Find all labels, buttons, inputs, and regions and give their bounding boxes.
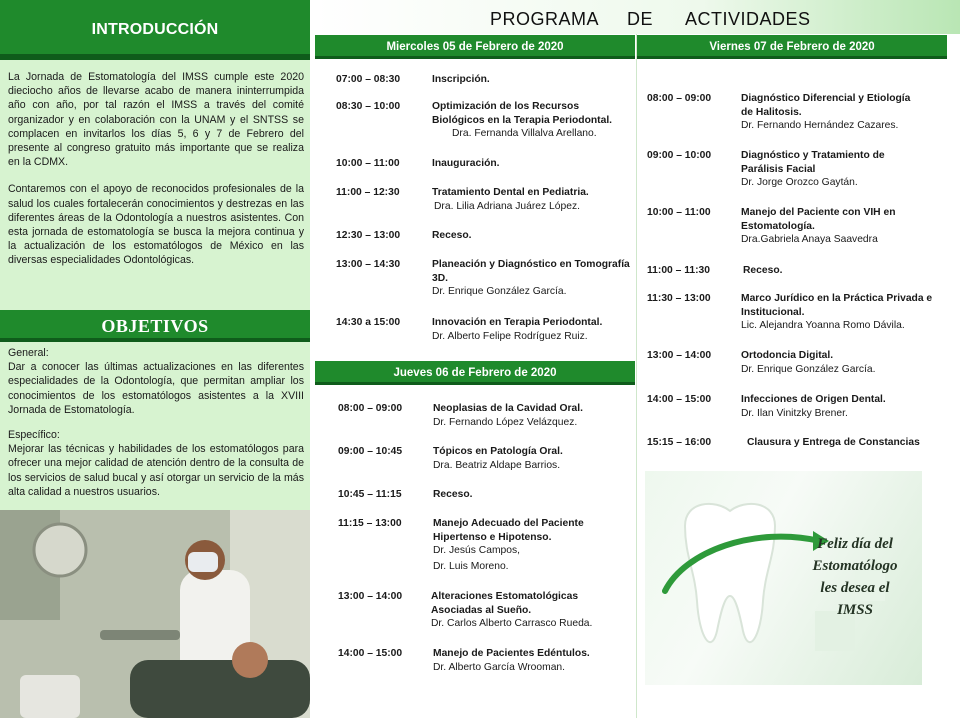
- event-time: 11:15 – 13:00: [338, 518, 402, 529]
- dentist-illustration: [0, 510, 310, 718]
- dentist-photo: [0, 510, 310, 718]
- header-underline: [637, 56, 947, 59]
- event-speaker: Dra. Beatriz Aldape Barrios.: [433, 459, 561, 471]
- header-underline: [315, 382, 635, 385]
- event-time: 08:00 – 09:00: [647, 93, 712, 104]
- thu-header: [315, 361, 635, 385]
- programa-word-3: ACTIVIDADES: [685, 9, 811, 29]
- fri-header-label: Viernes 07 de Febrero de 2020: [709, 41, 875, 53]
- event-time: 10:00 – 11:00: [336, 158, 400, 169]
- greeting-line-2: Estomatólogo: [812, 558, 898, 574]
- event-title: Neoplasias de la Cavidad Oral.: [433, 403, 583, 414]
- intro-header: [0, 0, 310, 60]
- event-title: Manejo Adecuado del Paciente Hipertenso e Hipotenso.: [433, 518, 584, 543]
- intro-paragraph-2: Contaremos con el apoyo de reconocidos profesionales de la salud los cuales fortalecerán conocimientos y destrezas en las diferentes áreas de la Odontología a nuestros asistentes. Con esta jornada de estomatología se busca la mejora continua y la actualización de los estomatólogos de México en las diversas especialidades Odontológicas.: [8, 183, 304, 267]
- event-title: Inscripción.: [432, 74, 490, 85]
- event-title: Planeación y Diagnóstico en Tomografía 3D.: [432, 259, 630, 284]
- event-title: Optimización de los Recursos Biológicos en la Terapia Periodontal.: [432, 101, 613, 126]
- event-time: 10:45 – 11:15: [338, 489, 402, 500]
- event-speaker: Lic. Alejandra Yoanna Romo Dávila.: [741, 320, 905, 332]
- event-speaker: Dr. Jesús Campos,: [433, 545, 520, 557]
- event-title: Marco Jurídico en la Práctica Privada e Institucional.: [741, 293, 933, 318]
- wed-header-label: Miercoles 05 de Febrero de 2020: [386, 41, 564, 53]
- objetivo-especifico: [8, 428, 304, 499]
- event-title: Diagnóstico Diferencial y Etiología de Halitosis.: [741, 93, 911, 118]
- event-speaker: Dr. Luis Moreno.: [433, 560, 509, 572]
- event-time: 09:00 – 10:45: [338, 446, 403, 457]
- event-title: Infecciones de Origen Dental.: [741, 394, 886, 405]
- event-time: 07:00 – 08:30: [336, 74, 401, 85]
- event-time: 13:00 – 14:00: [647, 350, 712, 361]
- intro-title: INTRODUCCIÓN: [91, 21, 219, 38]
- event-time: 10:00 – 11:00: [647, 207, 711, 218]
- event-title: Receso.: [743, 265, 783, 276]
- especifico-label: Específico:: [8, 429, 60, 442]
- event-title: Inauguración.: [432, 158, 500, 169]
- event-speaker: Dr. Fernando López Velázquez.: [433, 416, 578, 428]
- event-time: 13:00 – 14:00: [338, 591, 403, 602]
- event-speaker: Dr. Ilan Vinitzky Brener.: [741, 407, 848, 419]
- event-speaker: Dra.Gabriela Anaya Saavedra: [741, 234, 878, 246]
- event-speaker: Dr. Enrique González García.: [432, 286, 567, 298]
- event-title: Ortodoncia Digital.: [741, 350, 834, 361]
- event-title: Receso.: [432, 230, 472, 241]
- event-time: 11:00 – 12:30: [336, 187, 400, 198]
- programa-word-2: DE: [627, 9, 654, 29]
- objetivo-general: [8, 346, 304, 417]
- general-label: General:: [8, 347, 49, 359]
- header-underline: [0, 54, 310, 60]
- greeting-line-4: IMSS: [837, 602, 873, 618]
- greeting-line-1: Feliz día del: [817, 536, 893, 552]
- intro-body: [0, 60, 310, 268]
- greeting-card: [645, 471, 922, 685]
- event-time: 12:30 – 13:00: [336, 230, 401, 241]
- greeting-line-3: les desea el: [820, 580, 890, 596]
- event-time: 14:30 a 15:00: [336, 317, 401, 328]
- thu-header-label: Jueves 06 de Febrero de 2020: [393, 367, 557, 379]
- event-speaker: Dra. Fernanda Villalva Arellano.: [452, 128, 597, 140]
- programa-title-bar: [315, 0, 960, 34]
- wed-header: [315, 35, 635, 59]
- header-underline: [0, 338, 310, 342]
- event-speaker: Dr. Enrique González García.: [741, 363, 876, 375]
- left-panel: [0, 0, 310, 718]
- event-time: 08:00 – 09:00: [338, 403, 403, 414]
- event-time: 09:00 – 10:00: [647, 150, 712, 161]
- event-title: Diagnóstico y Tratamiento de Parálisis Facial: [741, 150, 885, 175]
- event-time: 15:15 – 16:00: [647, 437, 712, 448]
- event-speaker: Dr. Alberto García Wrooman.: [433, 661, 566, 673]
- general-text: Dar a conocer las últimas actualizaciones en las diferentes especialidades de la Odontología, que permitan ampliar los conocimientos de los estomatólogos asistentes a la XVIII Jornada de Estomatología.: [8, 361, 304, 416]
- programa-word-1: PROGRAMA: [490, 9, 600, 29]
- event-title: Clausura y Entrega de Constancias: [747, 437, 920, 448]
- event-speaker: Dr. Jorge Orozco Gaytán.: [741, 177, 858, 189]
- event-speaker: Dra. Lilia Adriana Juárez López.: [434, 200, 580, 212]
- event-title: Manejo de Pacientes Edéntulos.: [433, 648, 590, 659]
- event-title: Manejo del Paciente con VIH en Estomatología.: [741, 207, 896, 232]
- objetivos-body: [0, 346, 310, 510]
- event-title: Tópicos en Patología Oral.: [433, 446, 563, 457]
- greeting-text: [795, 533, 915, 621]
- objetivos-header: [0, 310, 310, 342]
- event-time: 08:30 – 10:00: [336, 101, 401, 112]
- objetivos-title: OBJETIVOS: [101, 315, 209, 336]
- event-time: 11:30 – 13:00: [647, 293, 711, 304]
- event-time: 14:00 – 15:00: [338, 648, 403, 659]
- event-time: 14:00 – 15:00: [647, 394, 712, 405]
- event-time: 13:00 – 14:30: [336, 259, 401, 270]
- fri-header: [637, 35, 947, 59]
- event-title: Receso.: [433, 489, 473, 500]
- column-divider: [636, 34, 637, 718]
- event-title: Alteraciones Estomatológicas Asociadas al Sueño.: [431, 591, 579, 616]
- event-title: Tratamiento Dental en Pediatria.: [432, 187, 589, 198]
- event-speaker: Dr. Fernando Hernández Cazares.: [741, 120, 899, 132]
- event-speaker: Dr. Alberto Felipe Rodríguez Ruiz.: [432, 330, 588, 342]
- intro-paragraph-1: La Jornada de Estomatología del IMSS cumple este 2020 dieciocho años de llevarse acabo de manera ininterrumpida año con año, por tal razón el IMSS a través del comité organizador y en colaboración con la UNAM y el SNTSS se complacen en invitarlos los días 5, 6 y 7 de Febrero del presente al congreso gratuito más importante que se realiza en la CDMX.: [8, 71, 304, 169]
- event-title: Innovación en Terapia Periodontal.: [432, 317, 603, 328]
- especifico-text: Mejorar las técnicas y habilidades de los estomatólogos para ofrecer una mejor calidad de atención dentro de la consulta de los servicios de salud bucal y así otorgar un servicio de la más alta calidad a nuestros usuarios.: [8, 443, 304, 498]
- header-underline: [315, 56, 635, 59]
- event-speaker: Dr. Carlos Alberto Carrasco Rueda.: [431, 618, 593, 630]
- event-time: 11:00 – 11:30: [647, 265, 710, 276]
